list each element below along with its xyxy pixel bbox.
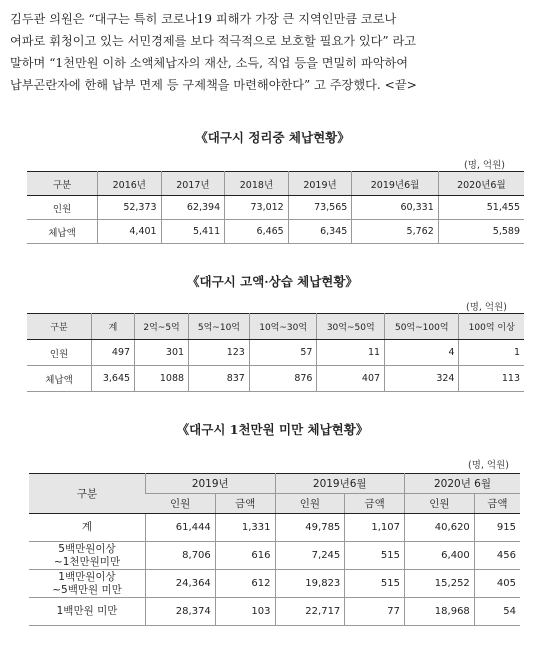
table-cell: 1,331 [215, 514, 275, 542]
subheader-cell: 인원 [146, 494, 216, 514]
table-cell: 1 [459, 340, 524, 366]
table-cell: 616 [215, 542, 275, 570]
paragraph-line: 납부곤란자에 한해 납부 면제 등 구제책을 마련해야한다” 고 주장했다. <끝> [10, 78, 417, 92]
table2-title: 《대구시 고액·상습 체납현황》 [187, 274, 358, 289]
table-row [29, 542, 520, 570]
header-group: 2019년6월 [275, 474, 405, 494]
table-cell: 6,345 [288, 220, 352, 244]
table-cell: 73,565 [288, 196, 352, 220]
table3-title: 《대구시 1천만원 미만 체납현황》 [176, 422, 369, 437]
table-cell: 5,762 [352, 220, 438, 244]
table-cell: 62,394 [161, 196, 225, 220]
table-cell: 49,785 [275, 514, 345, 542]
header-group: 2019년 [146, 474, 276, 494]
table-cell: 61,444 [146, 514, 216, 542]
table-cell: 1,107 [345, 514, 405, 542]
row-label: 인원 [27, 340, 92, 366]
table-cell: 6,400 [405, 542, 475, 570]
table2-high-value-arrears [27, 313, 524, 392]
table-cell: 405 [474, 570, 520, 598]
header-cell: 50억~100억 [385, 314, 459, 340]
table-row [27, 366, 524, 392]
header-cell: 2019년6월 [352, 172, 438, 196]
table-row [29, 598, 520, 626]
table-cell: 876 [249, 366, 317, 392]
table-cell: 6,465 [225, 220, 289, 244]
table-cell: 57 [249, 340, 317, 366]
table-cell: 11 [317, 340, 385, 366]
table-row [27, 196, 524, 220]
table-cell: 8,706 [146, 542, 216, 570]
table2-unit: (명, 억원) [466, 302, 507, 313]
table-cell: 123 [189, 340, 250, 366]
header-cell: 구분 [27, 314, 92, 340]
table-header-row [29, 474, 520, 494]
header-cell: 계 [92, 314, 135, 340]
table3-small-arrears [29, 473, 520, 626]
table-cell: 19,823 [275, 570, 345, 598]
header-cell: 2017년 [161, 172, 225, 196]
header-cell: 2020년6월 [438, 172, 524, 196]
table-header-row [27, 172, 524, 196]
paragraph-line: 여파로 휘청이고 있는 서민경제를 보다 적극적으로 보호할 필요가 있다” 라고 [10, 34, 417, 48]
table-row [29, 570, 520, 598]
row-label: 체납액 [27, 366, 92, 392]
table-cell: 113 [459, 366, 524, 392]
table-cell: 407 [317, 366, 385, 392]
paragraph-line: 김두관 의원은 “대구는 특히 코로나19 피해가 가장 큰 지역인만큼 코로나 [10, 12, 397, 26]
table-cell: 515 [345, 542, 405, 570]
row-label: 1백만원 미만 [29, 598, 146, 626]
table-cell: 4 [385, 340, 459, 366]
header-cell: 30억~50억 [317, 314, 385, 340]
table-cell: 54 [474, 598, 520, 626]
header-cell: 2억~5억 [135, 314, 189, 340]
table3-unit: (명, 억원) [468, 460, 509, 471]
header-cell: 5억~10억 [189, 314, 250, 340]
paragraph-line: 말하며 “1천만원 이하 소액체납자의 재산, 소득, 직업 등을 면밀히 파악하여 [10, 56, 409, 70]
table-cell: 28,374 [146, 598, 216, 626]
table-cell: 24,364 [146, 570, 216, 598]
table-cell: 52,373 [98, 196, 162, 220]
header-corner: 구분 [29, 474, 146, 514]
table-cell: 612 [215, 570, 275, 598]
table-row [27, 220, 524, 244]
table-cell: 497 [92, 340, 135, 366]
subheader-cell: 인원 [405, 494, 475, 514]
table-cell: 60,331 [352, 196, 438, 220]
table-cell: 22,717 [275, 598, 345, 626]
subheader-cell: 금액 [474, 494, 520, 514]
table-cell: 515 [345, 570, 405, 598]
row-label: 1백만원이상 ~5백만원 미만 [29, 570, 146, 598]
table-cell: 915 [474, 514, 520, 542]
table-cell: 18,968 [405, 598, 475, 626]
table-header-row [27, 314, 524, 340]
subheader-cell: 금액 [345, 494, 405, 514]
table-cell: 456 [474, 542, 520, 570]
table-cell: 301 [135, 340, 189, 366]
subheader-cell: 금액 [215, 494, 275, 514]
table-cell: 324 [385, 366, 459, 392]
table-cell: 837 [189, 366, 250, 392]
header-cell: 100억 이상 [459, 314, 524, 340]
row-label: 계 [29, 514, 146, 542]
table-cell: 1088 [135, 366, 189, 392]
table-cell: 51,455 [438, 196, 524, 220]
table-cell: 15,252 [405, 570, 475, 598]
table-cell: 5,589 [438, 220, 524, 244]
row-label: 5백만원이상 ~1천만원미만 [29, 542, 146, 570]
table1-unit: (명, 억원) [464, 160, 505, 171]
table-cell: 103 [215, 598, 275, 626]
table-cell: 40,620 [405, 514, 475, 542]
table1-arrears-in-process [27, 171, 524, 244]
press-paragraph [10, 8, 538, 96]
table-row [29, 514, 520, 542]
table-row [27, 340, 524, 366]
row-label: 체납액 [27, 220, 98, 244]
header-cell: 2018년 [225, 172, 289, 196]
table-cell: 4,401 [98, 220, 162, 244]
table-cell: 73,012 [225, 196, 289, 220]
header-cell: 2016년 [98, 172, 162, 196]
subheader-cell: 인원 [275, 494, 345, 514]
table-cell: 5,411 [161, 220, 225, 244]
header-group: 2020년 6월 [405, 474, 521, 494]
header-cell: 2019년 [288, 172, 352, 196]
table-cell: 77 [345, 598, 405, 626]
table1-title: 《대구시 정리중 체납현황》 [195, 130, 350, 145]
table-cell: 7,245 [275, 542, 345, 570]
row-label: 인원 [27, 196, 98, 220]
table-cell: 3,645 [92, 366, 135, 392]
header-cell: 구분 [27, 172, 98, 196]
header-cell: 10억~30억 [249, 314, 317, 340]
